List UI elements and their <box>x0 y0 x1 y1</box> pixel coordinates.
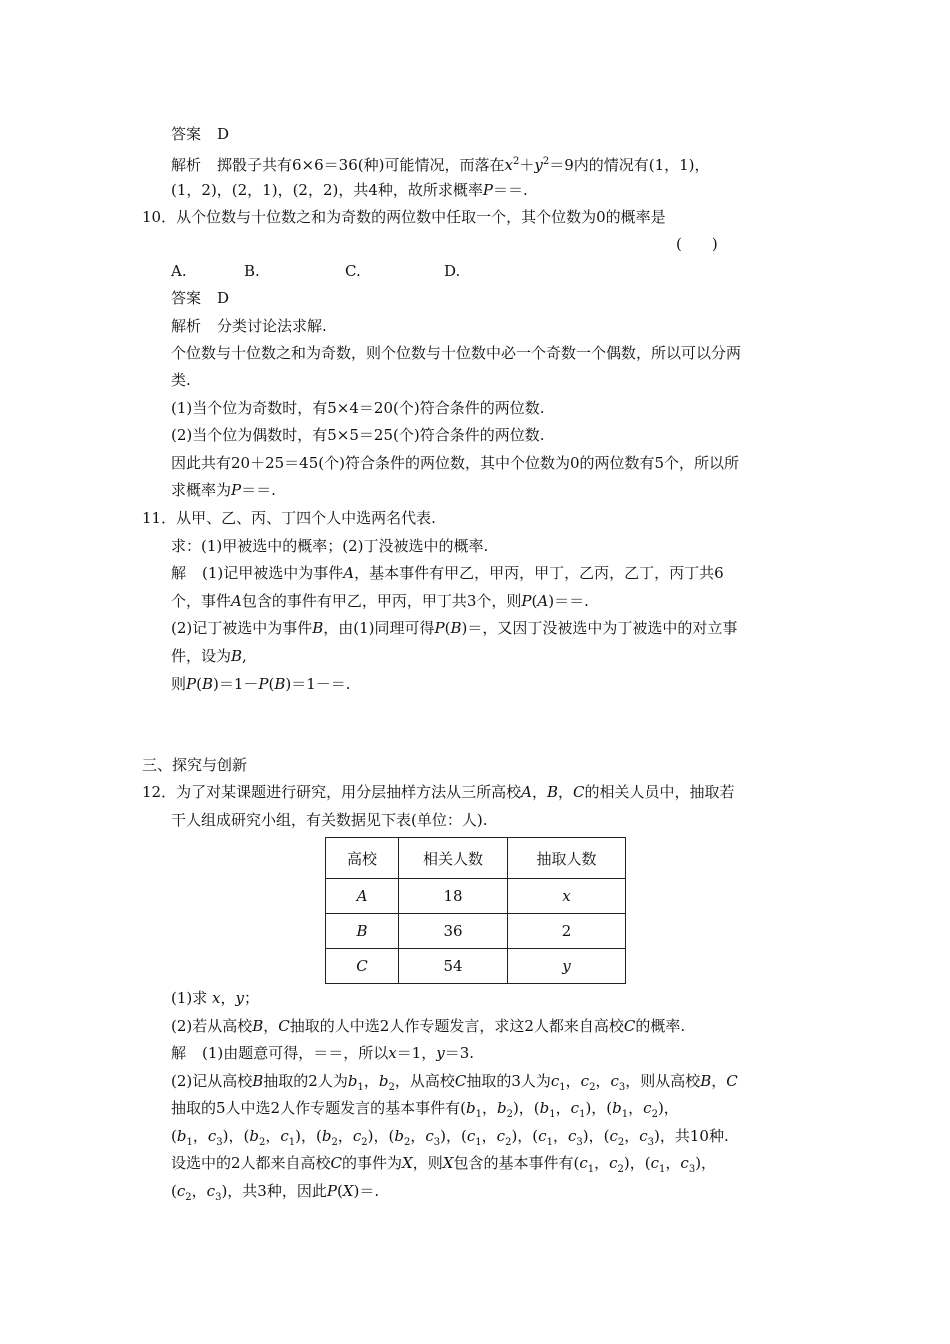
q12-stem-line-1: 12．为了对某课题进行研究，用分层抽样方法从三所高校A，B，C的相关人员中，抽取若 <box>142 783 735 801</box>
q12-stem-line-2: 干人组成研究小组，有关数据见下表(单位：人). <box>171 811 488 829</box>
answer-label: 答案 <box>171 125 202 143</box>
table-header: 相关人数 <box>399 838 508 879</box>
question-number: 10． <box>142 208 177 226</box>
table-cell: 36 <box>399 914 508 949</box>
section-title: 三、探究与创新 <box>142 756 248 774</box>
choice-c: C. <box>345 262 361 280</box>
table-header: 高校 <box>326 838 399 879</box>
table-cell: x <box>508 879 626 914</box>
q12-solution-line-1: 解 (1)由题意可得，＝＝，所以x＝1，y＝3. <box>171 1044 475 1062</box>
q10-answer-bracket: ( ) <box>676 235 718 253</box>
table-header: 抽取人数 <box>508 838 626 879</box>
q10-paragraph-3: (2)当个位为偶数时，有5×5＝25(个)符合条件的两位数. <box>171 426 545 444</box>
q10-stem: 10．从个位数与十位数之和为奇数的两位数中任取一个，其个位数为0的概率是 <box>142 208 666 226</box>
q12-solution-line-4: ($b_1$，$c_3$)，($b_2$，$c_1$)，($b_2$，$c_2$)，($b_2$，$c_3$)，($c_1$，$c_2$)，($c_1$，$c_3$)，($c_2$，$c_3$)，共10种. <box>171 1127 729 1148</box>
table-cell: 18 <box>399 879 508 914</box>
q10-paragraph-1a: 个位数与十位数之和为奇数，则个位数与十位数中必一个奇数一个偶数，所以可以分两 <box>171 344 742 362</box>
q10-paragraph-4a: 因此共有20＋25＝45(个)符合条件的两位数，其中个位数为0的两位数有5个，所以所 <box>171 454 740 472</box>
table-row <box>326 949 626 984</box>
table-cell: 2 <box>508 914 626 949</box>
answer-value: D <box>217 125 230 143</box>
question-number: 12． <box>142 783 177 801</box>
q11-solution-line-3: (2)记丁被选中为事件B，由(1)同理可得P(B)＝，又因丁没被选中为丁被选中的对立事 <box>171 619 738 637</box>
table-cell: y <box>508 949 626 984</box>
q12-solution-line-2: (2)记从高校B抽取的2人为$b_1$，$b_2$，从高校C抽取的3人为$c_1$，$c_2$，$c_3$，则从高校B，C <box>171 1072 738 1093</box>
analysis-label: 解析 <box>171 156 202 174</box>
table-cell: B <box>326 914 399 949</box>
q10-paragraph-2: (1)当个位为奇数时，有5×4＝20(个)符合条件的两位数. <box>171 399 545 417</box>
data-table <box>325 837 626 984</box>
q11-solution-line-2: 个，事件A包含的事件有甲乙，甲丙，甲丁共3个，则P(A)＝＝. <box>171 592 589 610</box>
q12-ask-1: (1)求 x，y； <box>171 989 260 1007</box>
table-cell: C <box>326 949 399 984</box>
choice-d: D. <box>444 262 461 280</box>
q9-analysis-line-1: 解析 掷骰子共有6×6＝36(种)可能情况，而落在$x^2+y^2=9$内的情况有(1，1)， <box>171 156 710 174</box>
question-number: 11． <box>142 509 177 527</box>
q11-solution-line-4: 件，设为B, <box>171 647 247 665</box>
table-cell: 54 <box>399 949 508 984</box>
q11-solution-line-5: 则P(B)＝1－P(B)＝1－＝. <box>171 675 351 693</box>
q11-solution-line-1: 解 (1)记甲被选中为事件A，基本事件有甲乙，甲丙，甲丁，乙丙，乙丁，丙丁共6 <box>171 564 724 582</box>
q12-solution-line-3: 抽取的5人中选2人作专题发言的基本事件有($b_1$，$b_2$)，($b_1$，$c_1$)，($b_1$，$c_2$)， <box>171 1099 679 1120</box>
table-header-row <box>326 838 626 879</box>
q10-paragraph-1b: 类. <box>171 371 191 389</box>
q12-solution-line-6: ($c_2$，$c_3$)，共3种，因此P(X)＝. <box>171 1182 380 1203</box>
table-cell: A <box>326 879 399 914</box>
q9-answer-line <box>171 124 229 144</box>
q10-answer-line: 答案 D <box>171 289 230 307</box>
q11-stem: 11．从甲、乙、丙、丁四个人中选两名代表. <box>142 509 436 527</box>
choice-b: B. <box>244 262 260 280</box>
q11-ask: 求：(1)甲被选中的概率；(2)丁没被选中的概率. <box>171 537 489 555</box>
q12-ask-2: (2)若从高校B，C抽取的人中选2人作专题发言，求这2人都来自高校C的概率. <box>171 1017 686 1035</box>
q10-analysis-line: 解析 分类讨论法求解. <box>171 317 327 335</box>
choice-a: A. <box>171 262 187 280</box>
q10-paragraph-4b: 求概率为P＝＝. <box>171 481 276 499</box>
q9-analysis-line-2: (1，2)，(2，1)，(2，2)，共4种，故所求概率P＝＝. <box>171 181 528 199</box>
table-row <box>326 914 626 949</box>
q12-solution-line-5: 设选中的2人都来自高校C的事件为X，则X包含的基本事件有($c_1$，$c_2$)，($c_1$，$c_3$)， <box>171 1154 717 1175</box>
table-row <box>326 879 626 914</box>
